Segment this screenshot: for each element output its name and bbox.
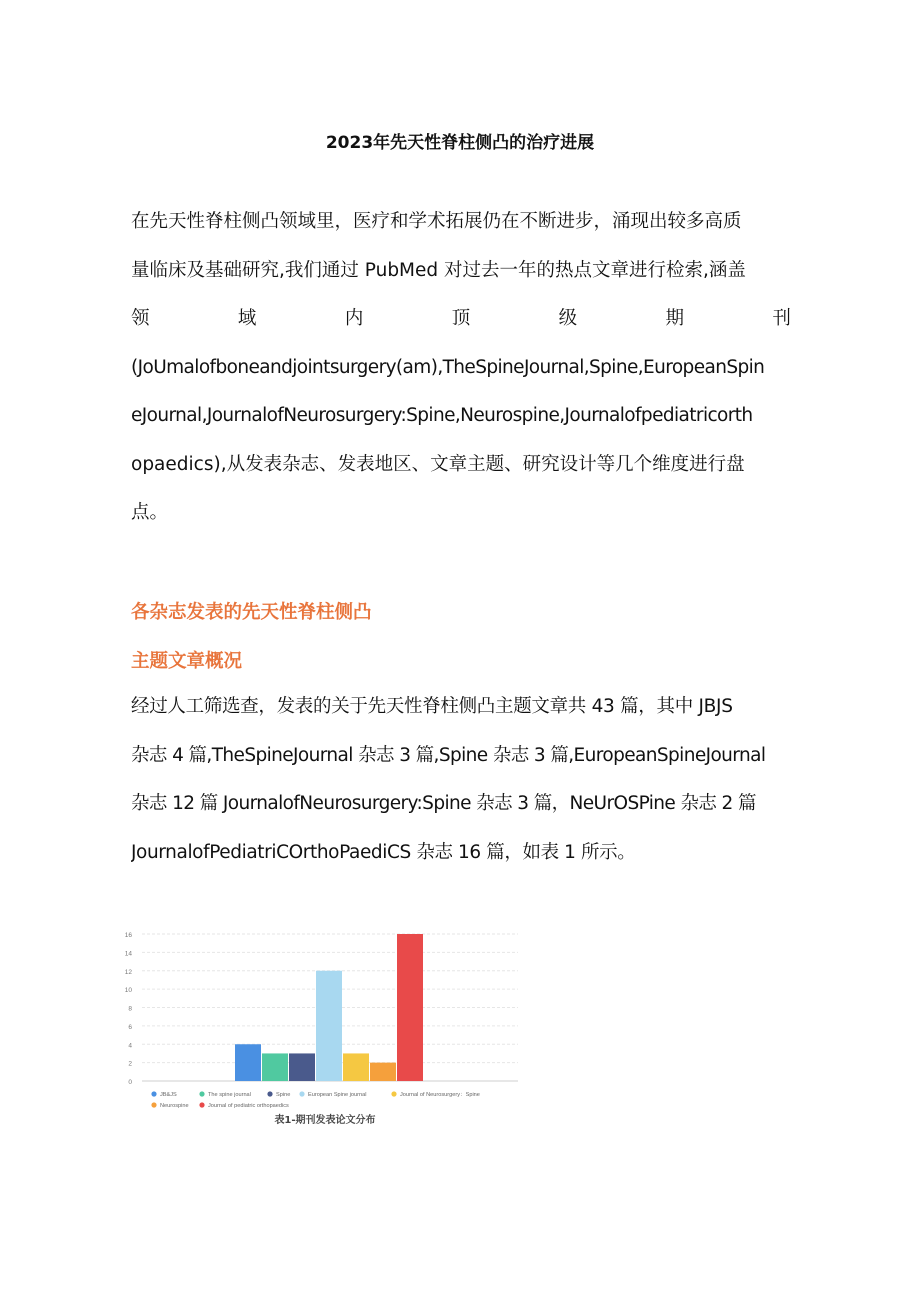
intro-line: (JoUmalofboneandjointsurgery(am),TheSpineJournal,Spine,EuropeanSpin xyxy=(131,356,765,378)
chart-svg xyxy=(120,920,530,1135)
legend-swatch xyxy=(199,1091,204,1096)
legend-label: Journal of pediatric orthopaedics xyxy=(208,1103,289,1109)
section-paragraph xyxy=(131,683,791,877)
intro-char: 刊 xyxy=(772,308,791,329)
intro-char: 领 xyxy=(131,308,150,329)
y-tick-label: 16 xyxy=(124,932,132,939)
legend-label: Neurospine xyxy=(160,1103,189,1109)
intro-paragraph xyxy=(131,198,791,538)
legend-swatch xyxy=(391,1091,396,1096)
page-title: 2023年先天性脊柱侧凸的治疗进展 xyxy=(325,133,595,153)
intro-line: 点。 xyxy=(131,502,169,523)
legend-swatch xyxy=(151,1102,156,1107)
intro-line-justified xyxy=(131,295,791,344)
legend-label: European Spine journal xyxy=(308,1092,367,1098)
section-line: 杂志 12 篇 JournalofNeurosurgery:Spine 杂志 3 篇，NeUrOSPine 杂志 2 篇 xyxy=(131,793,756,814)
legend-swatch xyxy=(267,1091,272,1096)
intro-line: opaedics),从发表杂志、发表地区、文章主题、研究设计等几个维度进行盘 xyxy=(131,453,745,475)
legend-label: Spine xyxy=(276,1092,291,1098)
bar xyxy=(316,971,342,1081)
legend-label: Journal of Neurosurgery：Spine xyxy=(400,1092,480,1098)
bar xyxy=(370,1063,396,1081)
bar xyxy=(235,1044,261,1081)
intro-line: 量临床及基础研究,我们通过 PubMed 对过去一年的热点文章进行检索,涵盖 xyxy=(131,259,746,281)
y-tick-label: 10 xyxy=(124,987,132,995)
intro-char: 级 xyxy=(558,308,578,329)
bar xyxy=(289,1053,315,1081)
y-tick-label: 8 xyxy=(128,1005,132,1013)
legend-label: JB&JS xyxy=(160,1092,177,1098)
intro-char: 期 xyxy=(665,308,685,329)
y-tick-label: 0 xyxy=(128,1079,132,1086)
legend-swatch xyxy=(151,1091,156,1096)
bar xyxy=(262,1053,288,1081)
y-tick-label: 14 xyxy=(124,950,132,958)
intro-line: 在先天性脊柱侧凸领域里，医疗和学术拓展仍在不断进步，涌现出较多高质 xyxy=(131,211,742,232)
journal-distribution-chart xyxy=(120,920,530,1135)
bar xyxy=(343,1053,369,1081)
section-line: JournalofPediatriCOrthoPaediCS 杂志 16 篇，如表 1 所示。 xyxy=(131,841,636,863)
chart-caption: 表1-期刊发表论文分布 xyxy=(274,1115,376,1126)
y-tick-label: 4 xyxy=(128,1042,132,1050)
section-line: 杂志 4 篇,TheSpineJournal 杂志 3 篇,Spine 杂志 3 篇,EuropeanSpineJournal xyxy=(131,744,766,766)
intro-char: 内 xyxy=(344,308,364,329)
legend-swatch xyxy=(299,1091,304,1096)
legend-label: The spine journal xyxy=(208,1092,251,1098)
section-line: 经过人工筛选查，发表的关于先天性脊柱侧凸主题文章共 43 篇，其中 JBJS xyxy=(131,696,733,717)
section-heading: 各杂志发表的先天性脊柱侧凸 xyxy=(131,602,372,623)
bar xyxy=(397,934,423,1081)
intro-char: 顶 xyxy=(451,308,471,329)
section-subheading: 主题文章概况 xyxy=(131,651,243,672)
intro-line: eJournal,JournalofNeurosurgery:Spine,Neurospine,Journalofpediatricorth xyxy=(131,405,753,426)
y-tick-label: 12 xyxy=(124,968,132,976)
legend-swatch xyxy=(199,1102,204,1107)
intro-char: 域 xyxy=(237,308,257,329)
y-tick-label: 6 xyxy=(128,1023,132,1031)
y-tick-label: 2 xyxy=(128,1060,132,1068)
